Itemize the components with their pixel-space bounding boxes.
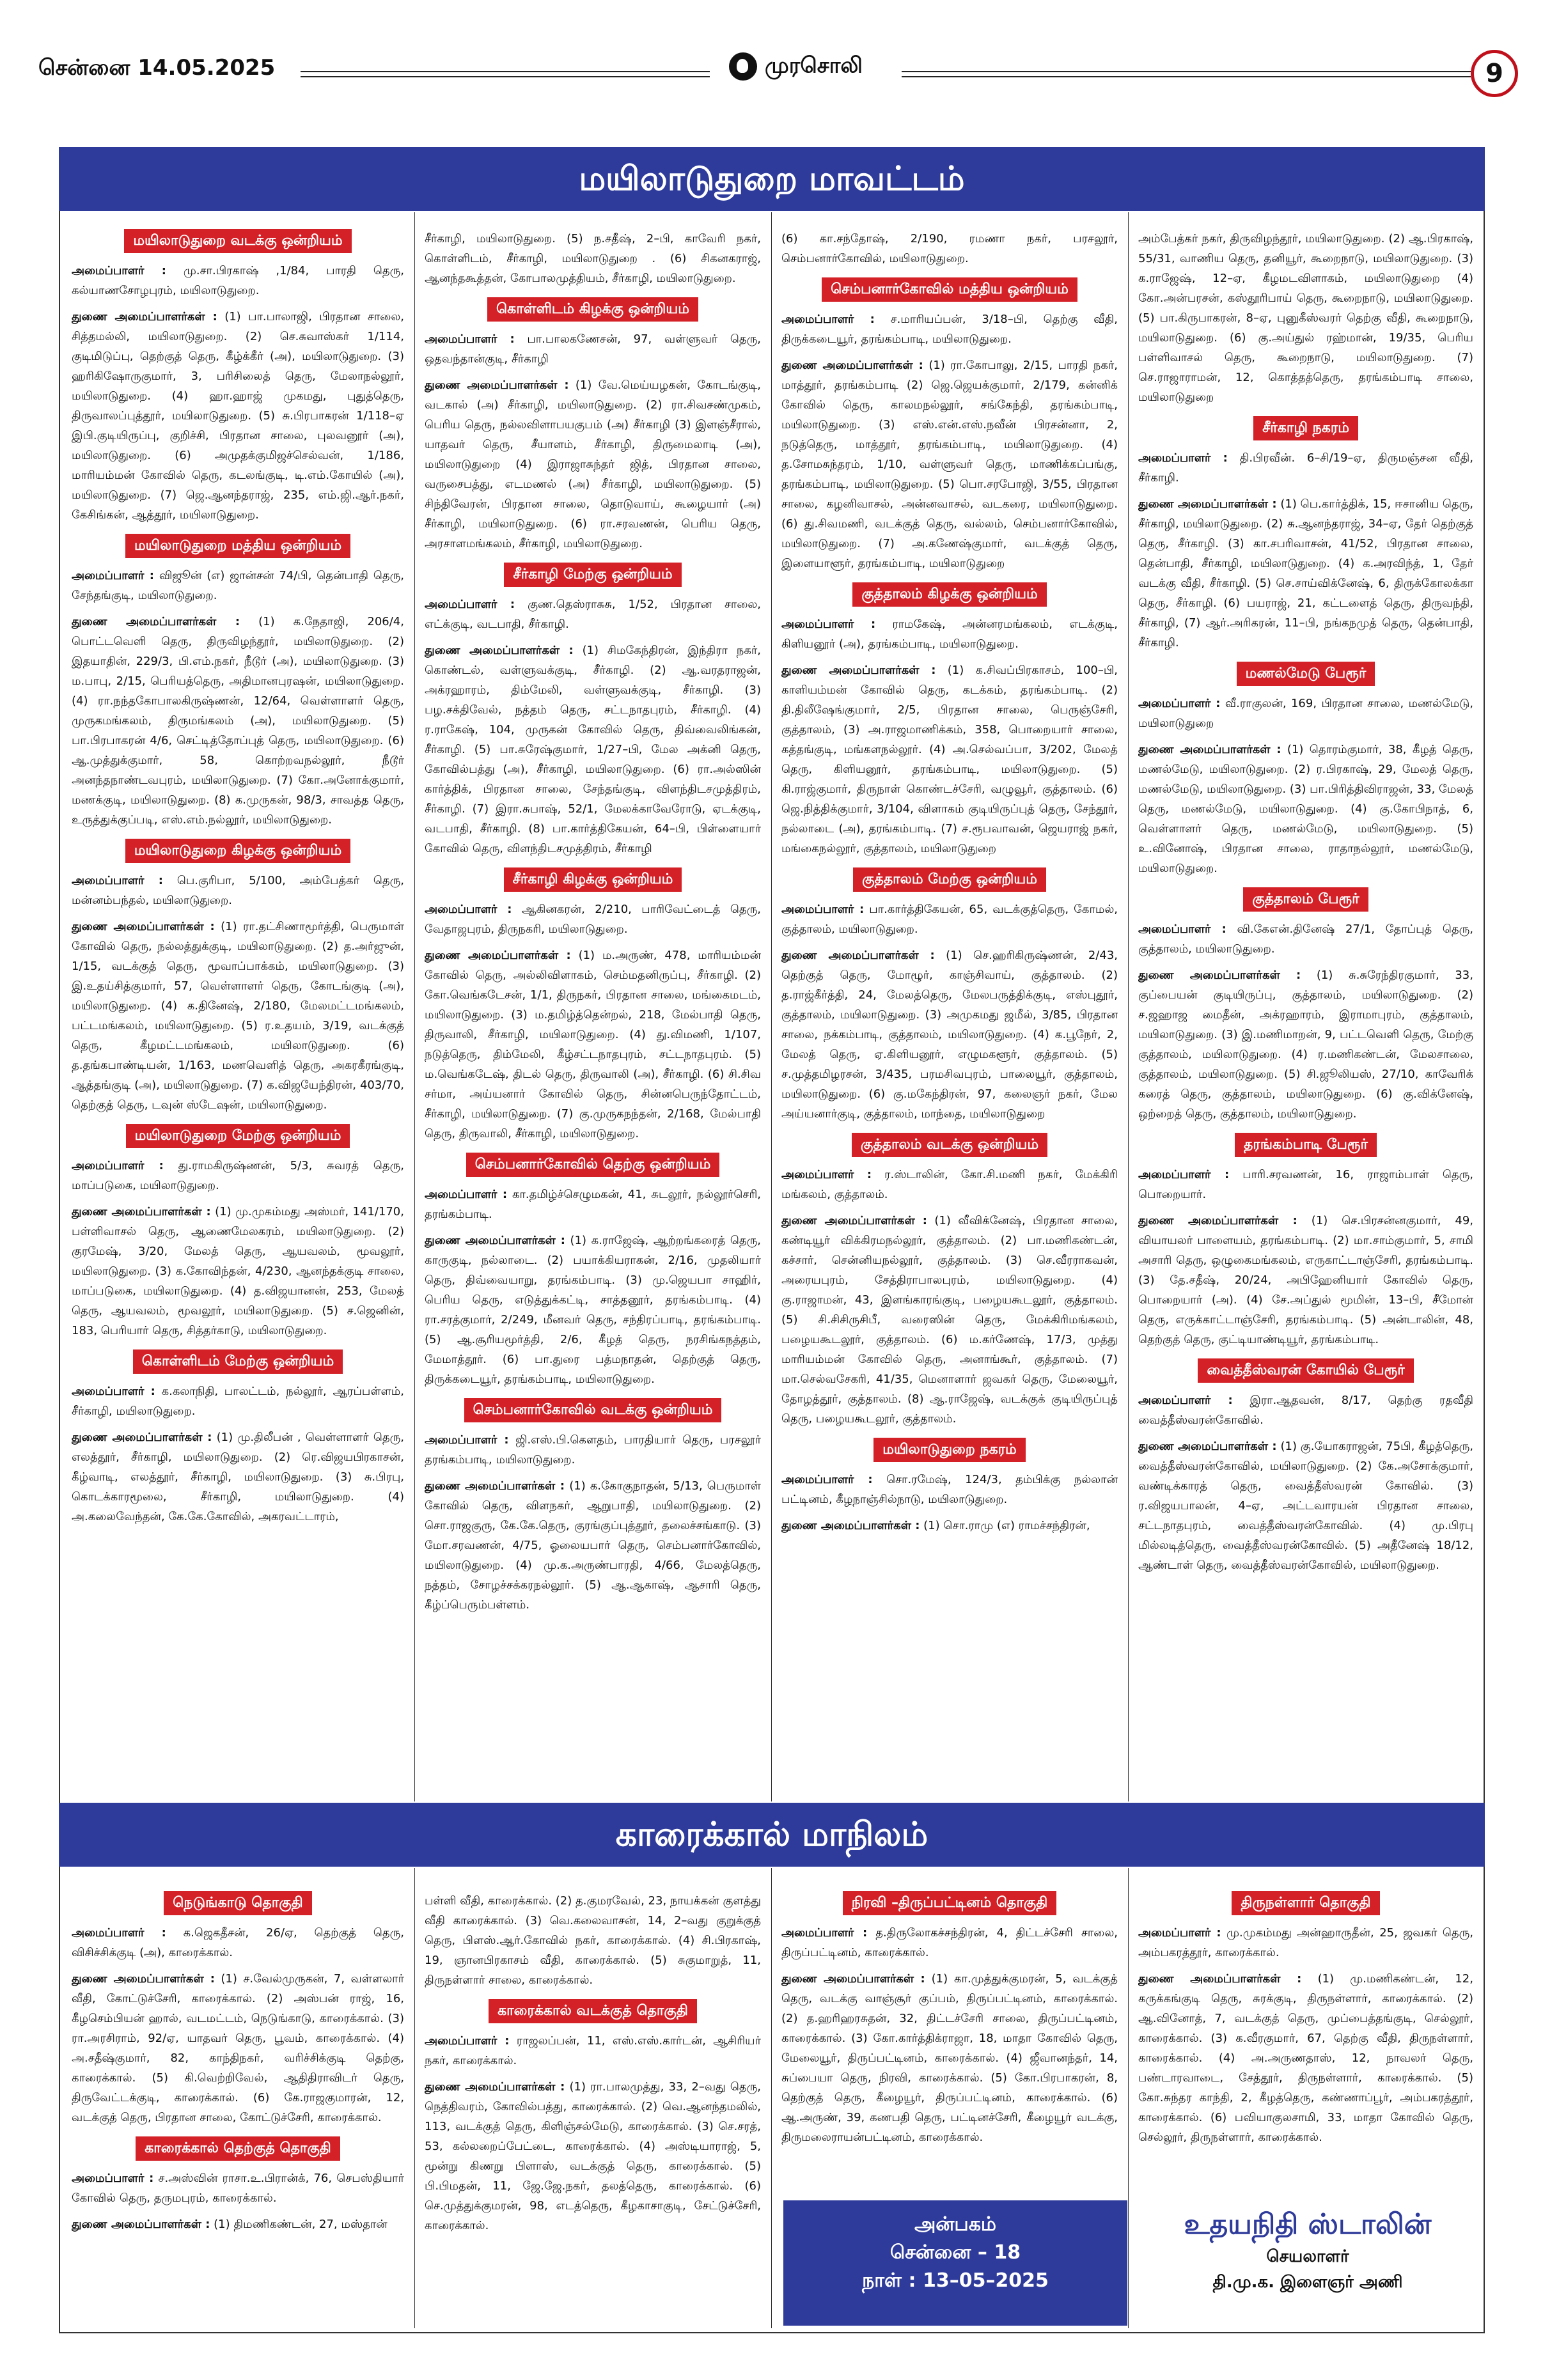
- role-label: துணை அமைப்பாளர்கள் :: [781, 664, 936, 677]
- address-line: சென்னை – 18: [889, 2241, 1021, 2264]
- address-line: அன்பகம்: [914, 2213, 997, 2236]
- role-label: அமைப்பாளர் :: [781, 618, 876, 631]
- member-paragraph: [425, 1476, 761, 1615]
- member-details: (1) ரா.பாலமுத்து, 33, 2–வது தெரு, நெத்திவரம், கோவில்பத்து, காரைக்கால். (2) வெ.ஆனந்தமலில், 113, வடக்குத் தெரு, கிளிஞ்சல்மேடு, காரைக்கால். (3) செ.சரத், 53, கல்லறைப்பேட்டை, காரைக்கால். (4) அஸ்டியாராஜ், 5, மூன்று கிணறு பிளாஸ், வடக்குத் தெரு, காரைக்கால். (5) பி.பிமதன், 11, ஜே.ஜே.நகர், தலத்தெரு, காரைக்கால். (6) செ.முத்துக்குமரன், 98, எடத்தெரு, கீழகாசாகுடி, சேட்டுச்சேரி, காரைக்கால்.: [425, 2080, 761, 2232]
- column-divider: [1128, 1868, 1129, 2328]
- role-label: அமைப்பாளர் :: [72, 1159, 164, 1172]
- member-paragraph: [425, 595, 761, 634]
- section-heading: கொள்ளிடம் கிழக்கு ஒன்றியம்: [487, 297, 698, 322]
- member-details: (1) பா.பாலாஜி, பிரதான சாலை, சித்தமல்லி, மயிலாடுதுறை. (2) செ.சுவாஸ்கர் 1/114, குடிமிடுப்பு, தெற்குத் தெரு, கீழ்க்கீர் (அ), மயிலாடுதுறை. (3) ஹரிகிஷோருகுமார், 3, பரிசிலைத் தெரு, மேலாநல்லூர், மயிலாடுதுறை. (4) ஹா.ஹாஜ் முகமது, புதுத்தெரு, திருவாலப்புத்தூர், மயிலாடுதுறை. (5) சு.பிரபாகரன் 1/118–ஏ இபி.குடியிருப்பு, குறிச்சி, பிரதான சாலை, புலவனூர் (அ), மயிலாடுதுறை. (6) அமுதக்குமிஜச்செல்வன், 1/186, மாரியம்மன் கோவில் தெரு, கடலங்குடி, டி.எம்.கோயில் (அ), மயிலாடுதுறை. (7) ஜெ.ஆனந்தராஜ், 235, எம்.ஜி.ஆர்.நகர், கேசிங்கன், ஆத்தூர், மயிலாடுதுறை.: [72, 310, 404, 522]
- section-heading: மயிலாடுதுறை மேற்கு ஒன்றியம்: [126, 1124, 350, 1148]
- role-label: துணை அமைப்பாளர்கள் :: [781, 949, 935, 962]
- member-paragraph: [72, 2168, 404, 2208]
- member-paragraph: [425, 1231, 761, 1389]
- role-label: அமைப்பாளர் :: [425, 2034, 510, 2048]
- role-label: துணை அமைப்பாளர்கள் :: [781, 359, 923, 372]
- member-paragraph: [72, 261, 404, 300]
- member-details: மு.முகம்மது அன்ஹாருதீன், 25, ஜவகர் தெரு, அம்பகரத்தூர், காரைக்கால்.: [1138, 1926, 1473, 1959]
- member-paragraph: [1138, 1165, 1473, 1204]
- committee-section: [781, 1133, 1118, 1429]
- member-paragraph: [781, 229, 1118, 268]
- member-paragraph: [781, 945, 1118, 1124]
- column-divider: [414, 212, 415, 1801]
- committee-section: [425, 1891, 761, 1990]
- committee-section: [781, 229, 1118, 268]
- committee-section: [781, 582, 1118, 859]
- section-heading: கொள்ளிடம் மேற்கு ஒன்றியம்: [133, 1349, 343, 1374]
- newspaper-title: முரசொலி: [765, 52, 863, 79]
- date-line: நாள் : 13–05–2025: [862, 2269, 1049, 2292]
- column-divider: [771, 212, 772, 1801]
- committee-section: [425, 1999, 761, 2236]
- article-column: [425, 229, 761, 1795]
- column-divider: [771, 1868, 772, 2328]
- column-divider: [1128, 212, 1129, 1801]
- committee-section: [72, 534, 404, 830]
- committee-section: [1138, 416, 1473, 653]
- member-paragraph: [781, 1211, 1118, 1429]
- member-paragraph: [781, 309, 1118, 349]
- member-details: (1) ரா.கோபாலு, 2/15, பாரதி நகர், மாத்தூர், தரங்கம்பாடி (2) ஜெ.ஜெயக்குமார், 2/179, கன்னிக் கோவில் தெரு, காலமநல்லூர், சங்கேந்தி, தரங்கம்பாடி, மயிலாடுதுறை. (3) எஸ்.என்.எஸ்.நவீன் பிரசன்னா, 2, நடுத்தெரு, மாத்தூர், தரங்கம்பாடி, மயிலாடுதுறை. (4) த.சோமசுந்தரம், 1/10, வள்ளுவர் தெரு, மாணிக்கப்பங்கு, தரங்கம்பாடி, மயிலாடுதுறை. (5) பொ.சரபோஜி, 3/55, பிரதான சாலை, கழனிவாசல், அன்னவாசல், வடகரை, மயிலாடுதுறை. (6) து.சிவமணி, வடக்குத் தெரு, வல்லம், செம்பனார்கோவில், மயிலாடுதுறை. (7) அ.கணேஷ்குமார், வடக்குத் தெரு, இளையாளூர், தரங்கம்பாடி, மயிலாடுதுறை: [781, 359, 1118, 570]
- member-paragraph: [72, 2214, 404, 2234]
- committee-section: [425, 1398, 761, 1615]
- role-label: அமைப்பாளர் :: [72, 874, 163, 887]
- committee-section: [72, 1891, 404, 2127]
- section-heading: குத்தாலம் கிழக்கு ஒன்றியம்: [852, 582, 1046, 607]
- member-paragraph: [425, 2077, 761, 2236]
- role-label: அமைப்பாளர் :: [781, 1926, 868, 1940]
- section-heading: செம்பனார்கோவில் வடக்கு ஒன்றியம்: [464, 1398, 722, 1422]
- role-label: அமைப்பாளர் :: [425, 1188, 508, 1201]
- committee-section: [1138, 887, 1473, 1124]
- role-label: துணை அமைப்பாளர்கள் :: [425, 949, 571, 962]
- member-details: (1) மு.திலீபன் , வெள்ளாளர் தெரு, எலத்தூர், சீர்காழி, மயிலாடுதுறை. (2) ரெ.விஜயபிரகாசன், கீழ்வாடி, எலத்தூர், சீர்காழி, மயிலாடுதுறை. (3) சு.பிரபு, கொடக்காரமூலை, சீர்காழி, மயிலாடுதுறை. (4) அ.கலைவேந்தன், கே.கே.கோவில், அகரவட்டாரம்,: [72, 1431, 404, 1523]
- role-label: அமைப்பாளர் :: [781, 903, 865, 916]
- member-details: அம்பேத்கர் நகர், திருவிழந்தூர், மயிலாடுதுறை. (2) ஆ.பிரகாஷ், 55/31, வாணிய தெரு, தனியூர், கூறைநாடு, மயிலாடுதுறை. (3) க.ராஜேஷ், 12–ஏ, கீழமடவிளாகம், மயிலாடுதுறை (4) கோ.அன்பரசன், கஸ்தூரிபாய் தெரு, கூறைநாடு, மயிலாடுதுறை. (5) பா.கிருபாகரன், 8–ஏ, புனுகீஸ்வரர் தெற்கு வீதி, கூறைநாடு, மயிலாடுதுறை. (6) கு.அய்துல் ரஹ்மான், 19/35, பெரிய பள்ளிவாசல் தெரு, கூறைநாடு, மயிலாடுதுறை. (7) செ.ராஜாராமன், 12, கொத்தத்தெரு, தரங்கம்பாடி சாலை, மயிலாடுதுறை: [1138, 232, 1473, 404]
- role-label: துணை அமைப்பாளர்கள் :: [1138, 743, 1281, 756]
- section-heading: மயிலாடுதுறை மத்திய ஒன்றியம்: [125, 534, 350, 558]
- member-details: தி.பிரவீன். 6–சி/19–ஏ, திருமஞ்சன வீதி, சீர்காழி.: [1138, 451, 1473, 485]
- member-details: (1) மு.முகம்மது அஸ்மர், 141/170, பள்ளிவாசல் தெரு, ஆணைமேலகரம், மயிலாடுதுறை. (2) குரமேஷ், 3/20, மேலத் தெரு, ஆயவலம், மூவலூர், மயிலாடுதுறை. (3) க.கோவிந்தன், 4/230, ஆனந்தக்குடி சாலை, மாப்படுகை, மயிலாடுதுறை. (4) த.விஜயானன், 253, மேலத் தெரு, ஆயவலம், மூவலூர், மயிலாடுதுறை. (5) ச.ஜெனின், 183, பெரியார் தெரு, சித்தர்காடு, மயிலாடுதுறை.: [72, 1205, 404, 1337]
- role-label: அமைப்பாளர் :: [1138, 1168, 1230, 1181]
- role-label: துணை அமைப்பாளர்கள் :: [1138, 1972, 1302, 1986]
- committee-section: [1138, 662, 1473, 878]
- role-label: துணை அமைப்பாளர்கள் :: [1138, 968, 1301, 982]
- role-label: துணை அமைப்பாளர்கள் :: [781, 1519, 920, 1532]
- member-paragraph: [425, 329, 761, 369]
- member-details: (1) க.ராஜேஷ், ஆற்றங்கரைத் தெரு, காருகுடி, நல்லாடை. (2) பயாக்கியராகன், 2/16, முதலியார் தெரு, திவ்வையாறு, தரங்கம்பாடி. (3) மு.ஜெயபா சாஹிர், பெரிய தெரு, எடுத்துக்கட்டி, சாத்தனூர், தரங்கம்பாடி. (4) ரா.சரத்குமார், 2/249, மீனவர் தெரு, சந்திரப்பாடி, தரங்கம்பாடி. (5) ஆ.சூரியமூர்த்தி, 2/6, கீழத் தெரு, நரசிங்கநத்தம், மேமாத்தூர். (6) பா.துரை பத்மநாதன், தெற்குத் தெரு, திருக்கடையூர், தரங்கம்பாடி, மயிலாடுதுறை.: [425, 1234, 761, 1386]
- member-details: பாரி.சரவணன், 16, ராஜாம்பாள் தெரு, பொறையார்.: [1138, 1168, 1473, 1201]
- committee-section: [72, 229, 404, 525]
- member-paragraph: [425, 1891, 761, 1990]
- member-details: ராமகேஷ், அன்னரமங்கலம், எடக்குடி, கிளியனூர் (அ), தரங்கம்பாடி, மயிலாடுதுறை.: [781, 618, 1118, 651]
- role-label: அமைப்பாளர் :: [1138, 1394, 1233, 1407]
- member-details: (1) கா.முத்துக்குமரன், 5, வடக்குத் தெரு, வடக்கு வாஞ்சூர் குப்பம், திருப்பட்டினம், காரைக்கால். (2) த.ஹரிஹரசுதன், 32, திட்டச்சேரி சாலை, திருப்பட்டினம், காரைக்கால். (3) கோ.கார்த்திக்ராஜா, 18, மாதா கோவில் தெரு, மேலையூர், திருப்பட்டினம், காரைக்கால். (4) ஜீவானந்தர், 14, சுப்பையா தெரு, நிரவி, காரைக்கால். (5) கோ.பிரபாகரன், 8, தெற்குத் தெரு, கீழையூர், திருப்பட்டினம், காரைக்கால். (6) ஆ.அருண், 39, கணபதி தெரு, பட்டினச்சேரி, கீழையூர் வடக்கு, திருமலைராயன்பட்டினம், காரைக்கால்.: [781, 1972, 1118, 2144]
- member-details: (1) சொ.ராமு (எ) ராமச்சந்திரன்,: [923, 1519, 1090, 1532]
- member-paragraph: [72, 1427, 404, 1527]
- member-paragraph: [72, 1156, 404, 1195]
- member-details: (1) தொரம்குமார், 38, கீழத் தெரு, மணல்மேடு, மயிலாடுதுறை. (2) ர.பிரகாஷ், 29, மேலத் தெரு, மணல்மேடு, மயிலாடுதுறை. (3) பா.பிரித்திவிராஜன், 33, மேலத் தெரு, மணல்மேடு, மயிலாடுதுறை. (4) கு.கோபிநாத், 6, வெள்ளாளர் தெரு, மணல்மேடு, மயிலாடுதுறை. (5) உ.வினோஷ், பிரதான சாலை, ராதாநல்லூர், மணல்மேடு, மயிலாடுதுறை.: [1138, 743, 1473, 875]
- member-details: து.ராமகிருஷ்ணன், 5/3, சுவரத் தெரு, மாப்படுகை, மயிலாடுதுறை.: [72, 1159, 404, 1192]
- member-paragraph: [781, 1516, 1118, 1536]
- committee-section: [425, 1153, 761, 1389]
- member-details: (1) செ.ஹரிகிருஷ்ணன், 2/43, தெற்குத் தெரு, மோழூர், காஞ்சிவாய், குத்தாலம். (2) த.ராஜ்கீர்த்தி, 24, மேலத்தெரு, மேலபருத்திக்குடி, எஸ்புதூர், குத்தாலம், மயிலாடுதுறை. (3) அமுகமது ஜமீல், 3/85, பிரதான சாலை, நக்கம்பாடி, குத்தாலம், மயிலாடுதுறை. (4) க.பூநேர், 2, மேலத் தெரு, ஏ.கிளியனூர், எழுமகளூர், குத்தாலம். (5) ச.முத்தமிழரசன், 3/435, பரமசிவபுரம், பாலையூர், குத்தாலம், மயிலாடுதுறை. (6) கு.மகேந்திரன், 97, கலைஞர் நகர், மேல அய்யனார்குடி, குத்தாலம், மாந்தை, மயிலாடுதுறை: [781, 949, 1118, 1121]
- member-paragraph: [1138, 1436, 1473, 1575]
- member-paragraph: [781, 1470, 1118, 1509]
- member-details: ர.ஸ்டாலின், கோ.சி.மணி நகர், மேக்கிரி மங்கலம், குத்தாலம்.: [781, 1168, 1118, 1201]
- member-details: (1) க.கோகுநாதன், 5/13, பெருமாள் கோவில் தெரு, விளநகர், ஆறுபாதி, மயிலாடுதுறை. (2) சொ.ராஜகுரு, கே.கே.தெரு, குரங்குப்புத்தூர், தலைச்சங்காடு. (3) மோ.சரவணன், 4/75, ஓலையபார் தெரு, செம்பனார்கோவில், மயிலாடுதுறை. (4) மு.க.அருண்பாரதி, 4/66, மேலத்தெரு, நத்தம், சோழச்சக்கரநல்லூர். (5) ஆ.ஆகாஷ், ஆசாரி தெரு, கீழ்ப்பெரும்பள்ளம்.: [425, 1479, 761, 1612]
- member-details: (1) க.நேதாஜி, 206/4, பொட்டவெளி தெரு, திருவிழந்தூர், மயிலாடுதுறை. (2) இதயாதின், 229/3, பி.எம்.நகர், நீடூர் (அ), மயிலாடுதுறை. (3) ம.பாபு, 2/15, பெரியத்தெரு, அதிமானபுரஷன், மயிலாடுதுறை. (4) ரா.நந்தகோபாலகிருஷ்ணன், 12/64, வெள்ளாளர் தெரு, முருகமங்கலம், திருமங்கலம் (அ), மயிலாடுதுறை. (5) பா.பிரபாகரன் 4/6, செட்டித்தோப்புத் தெரு, மயிலாடுதுறை. (6) ஆ.முத்துக்குமார், 58, கொற்றவநல்லூர், நீடூர் அனந்தநாண்டவபுரம், மயிலாடுதுறை. (7) கோ.அனோக்குமார், மணக்குடி, மயிலாடுதுறை. (8) க.முருகன், 98/3, சாவத்த தெரு, உருத்துக்குப்படி, எஸ்.எம்.நல்லூர், மயிலாடுதுறை.: [72, 615, 404, 827]
- role-label: அமைப்பாளர் :: [72, 569, 154, 582]
- section-heading: நெடுங்காடு தொகுதி: [164, 1891, 311, 1915]
- role-label: துணை அமைப்பாளர்கள் :: [1138, 497, 1277, 511]
- signatory-name: உதயநிதி ஸ்டாலின்: [1184, 2208, 1432, 2241]
- member-details: (1) திமணிகண்டன், 27, மஸ்தான்: [214, 2218, 388, 2231]
- committee-section: [72, 2136, 404, 2234]
- member-paragraph: [72, 612, 404, 830]
- member-details: (1) வீவிக்னேஷ், பிரதான சாலை, கண்டியூர் விக்கிரமநல்லூர், குத்தாலம். (2) பா.மணிகண்டன், கச்சார், சென்னியநல்லூர், குத்தாலம். (3) செ.வீரராகவன், அரையபுரம், சேத்திராபாலபுரம், மயிலாடுதுறை. (4) கு.ராஜாமன், 43, இளங்காரங்குடி, பழையகூடலூர், குத்தாலம். (5) சி.சிசிருசிபீ, வரைஸின் தெரு, மேக்கிரிமங்கலம், பழையகூடலூர், குத்தாலம். (6) ம.கர்ணேஷ், 17/3, முத்து மாரியம்மன் கோவில் தெரு, அனாங்கூர், குத்தாலம். (7) மா.செல்வசேகரி, 41/35, மெனாளார் ஜவகர் தெரு, மேலையூர், தோழத்தூர், குத்தாலம். (8) ஆ.ராஜேஷ், வடக்குக் குடியிருப்புத் தெரு, பழையகூடலூர், குத்தாலம்.: [781, 1214, 1118, 1426]
- role-label: அமைப்பாளர் :: [781, 313, 875, 326]
- section-heading: சீர்காழி மேற்கு ஒன்றியம்: [504, 563, 681, 587]
- member-details: சொ.ரமேஷ், 124/3, தம்பிக்கு நல்லான் பட்டினம், கீழநாஞ்சில்நாடு, மயிலாடுதுறை.: [781, 1473, 1118, 1506]
- role-label: அமைப்பாளர் :: [72, 1385, 155, 1398]
- committee-section: [72, 1124, 404, 1341]
- role-label: துணை அமைப்பாளர்கள் :: [1138, 1440, 1277, 1453]
- role-label: அமைப்பாளர் :: [425, 1433, 509, 1447]
- member-details: (1) ம.அருண், 478, மாரியம்மன் கோவில் தெரு, அல்லிவிளாகம், செம்மதனிருப்பு, சீர்காழி. (2) கோ.வெங்கடேசன், 1/1, திருநகர், பிரதான சாலை, மங்கைமடம், மயிலாடுதுறை. (3) ம.தமிழ்த்தென்றல், 218, மேல்பாதி தெரு, திருவாலி, சீர்காழி, மயிலாடுதுறை. (4) து.விமணி, 1/107, நடுத்தெரு, திம்மேலி, கீழ்சட்டநாதபுரம், சட்டநாதபுரம். (5) ம.வெங்கடேஷ், திடல் தெரு, திருவாலி (அ), சீர்காழி. (6) சி.சிவ சர்மா, அய்யனார் கோவில் தெரு, சின்னபெருந்தோட்டம், சீர்காழி, மயிலாடுதுறை. (7) கு.முருகநந்தன், 2/168, மேல்பாதி தெரு, திருவாலி, சீர்காழி, மயிலாடுதுறை.: [425, 949, 761, 1140]
- section-heading: சீர்காழி கிழக்கு ஒன்றியம்: [504, 867, 682, 892]
- member-paragraph: [72, 566, 404, 605]
- committee-section: [781, 1438, 1118, 1536]
- role-label: அமைப்பாளர் :: [1138, 1926, 1221, 1940]
- section-heading: திருநள்ளார் தொகுதி: [1232, 1891, 1379, 1915]
- member-details: க.கலாநிதி, பாலட்டம், நல்லூர், ஆரப்பள்ளம், சீர்காழி, மயிலாடுதுறை.: [72, 1385, 404, 1418]
- member-details: (1) ரா.தட்சிணாமூர்த்தி, பெருமாள் கோவில் தெரு, நல்லத்துக்குடி, மயிலாடுதுறை. (2) த.அர்ஜுன், 1/15, வடக்குத் தெரு, மூவாப்பாக்கம், மயிலாடுதுறை. (3) இ.உதய்சித்குமார், 57, வெள்ளாளர் தெரு, கோடங்குடி (அ), மயிலாடுதுறை. (4) க.தினேஷ், 2/180, மேலமட்டமங்கலம், பட்டமங்கலம், மயிலாடுதுறை. (5) ர.உதயம், 3/19, வடக்குத் தெரு, கீழமட்டமங்கலம், மயிலாடுதுறை. (6) த.தங்கபாண்டியன், 1/163, மணவெளித் தெரு, அகரகீரங்குடி, ஆத்தங்குடி (அ), மயிலாடுதுறை. (7) க.விஜயேந்திரன், 403/70, தெற்குத் தெரு, டவுன் ஸ்டேஷன், மயிலாடுதுறை.: [72, 920, 404, 1112]
- member-paragraph: [781, 355, 1118, 573]
- member-details: (1) பெ.கார்த்திக், 15, ஈசானிய தெரு, சீர்காழி, மயிலாடுதுறை. (2) சு.ஆனந்தராஜ், 34–ஏ, தேர் தெற்குத் தெரு, சீர்காழி. (3) கா.சபரிவாசன், 41/52, பிரதான சாலை, தென்பாதி, சீர்காழி, மயிலாடுதுறை. (4) க.அரவிந்த், 1, தேர் வடக்கு வீதி, சீர்காழி. (5) செ.சாய்விக்னேஷ், 6, திருக்கோலக்கா தெரு, சீர்காழி. (6) பயராஜ், 21, கட்டளைத் தெரு, திருவந்தி, சீர்காழி, (7) ஆர்.அரிகரன், 11–பி, நங்கநமுத் தெரு, தென்பாதி, சீர்காழி.: [1138, 497, 1473, 649]
- column-divider: [414, 1868, 415, 2328]
- committee-section: [425, 297, 761, 554]
- member-paragraph: [781, 899, 1118, 939]
- section-heading: மயிலாடுதுறை கிழக்கு ஒன்றியம்: [125, 839, 350, 863]
- role-label: அமைப்பாளர் :: [72, 1926, 166, 1940]
- article-column: [781, 229, 1118, 1795]
- role-label: துணை அமைப்பாளர்கள் :: [72, 1205, 211, 1218]
- role-label: துணை அமைப்பாளர்கள் :: [425, 1234, 566, 1247]
- member-details: (6) கா.சந்தோஷ், 2/190, ரமணா நகர், பரசலூர், செம்பனார்கோவில், மயிலாடுதுறை.: [781, 232, 1118, 265]
- article-column: [781, 1891, 1118, 2191]
- section-heading: குத்தாலம் பேரூர்: [1243, 887, 1368, 912]
- committee-section: [72, 839, 404, 1115]
- member-paragraph: [1138, 1211, 1473, 1349]
- rooster-logo-icon: [729, 52, 757, 81]
- member-details: கா.தமிழ்ச்செழுமகன், 41, சுடலூர், நல்லூர்செரி, தரங்கம்பாடி.: [425, 1188, 761, 1221]
- section-heading: செம்பனார்கோவில் தெற்கு ஒன்றியம்: [466, 1153, 720, 1177]
- committee-section: [781, 867, 1118, 1124]
- section-heading: மயிலாடுதுறை நகரம்: [873, 1438, 1025, 1462]
- member-paragraph: [1138, 694, 1473, 733]
- member-details: (1) கு.யோகராஜன், 75பி, கீழத்தெரு, வைத்தீஸ்வரன்கோவில், மயிலாடுதுறை. (2) கே.அசோக்குமார், வண்டிக்காரத் தெரு, வைத்தீஸ்வரன் கோவில். (3) ர.விஜயபாலன், 4–ஏ, அட்டவாரயன் பிரதான சாலை, சட்டநாதபுரம், வைத்தீஸ்வரன்கோவில். (4) மு.பிரபு மில்லடித்தெரு, வைத்தீஸ்வரன்கோவில். (5) அதீனேஷ் 18/12, ஆண்டாள் தெரு, வைத்தீஸ்வரன்கோவில், மயிலாடுதுறை.: [1138, 1440, 1473, 1572]
- member-details: த.திருலோகச்சந்திரன், 4, திட்டச்சேரி சாலை, திருப்பட்டினம், காரைக்கால்.: [781, 1926, 1118, 1959]
- member-paragraph: [1138, 494, 1473, 653]
- committee-section: [1138, 1891, 1473, 2147]
- article-column: [425, 1891, 761, 2328]
- section-heading: காரைக்கால் வடக்குத் தொகுதி: [489, 1999, 697, 2023]
- member-paragraph: [1138, 919, 1473, 959]
- member-details: ச.அஸ்வின் ராசா.உ.பிரான்க், 76, செபஸ்தியார் கோவில் தெரு, தருமபுரம், காரைக்கால்.: [72, 2172, 404, 2205]
- committee-section: [425, 867, 761, 1144]
- member-details: (1) வே.மெய்யழகன், கோடங்குடி, வடகால் (அ) சீர்காழி, மயிலாடுதுறை. (2) ரா.சிவசண்முகம், பெரிய தெரு, நல்லவிளாபயகுபம் (அ) சீர்காழி (3) இளஞ்சீரால், யாதவர் தெரு, சீயாளம், சீர்காழி, திருமைலாடி (அ), மயிலாடுதுறை (4) இராஜாசுந்தர் ஜித், பிரதான சாலை, வருசைபத்து, எடமணல் (அ) சீர்காழி, மயிலாடுதுறை. (5) சிந்திவேரன், பிரதான சாலை, தொடுவாய், கூழையார் (அ) சீர்காழி, மயிலாடுதுறை. (6) ரா.சரவணன், பெரிய தெரு, அரசாளமங்கலம், சீர்காழி, மயிலாடுதுறை.: [425, 378, 761, 550]
- section-heading: தரங்கம்பாடி பேரூர்: [1235, 1133, 1377, 1157]
- page-number: 9: [1471, 50, 1518, 97]
- article-column: [72, 229, 404, 1795]
- member-details: ஜி.எஸ்.பி.கௌதம், பாரதியார் தெரு, பரசலூர் தரங்கம்பாடி, மயிலாடுதுறை.: [425, 1433, 761, 1466]
- role-label: துணை அமைப்பாளர்கள் :: [72, 2218, 210, 2231]
- member-paragraph: [425, 229, 761, 288]
- member-paragraph: [72, 1923, 404, 1963]
- member-details: (1) மு.மணிகண்டன், 12, கருக்கங்குடி தெரு, சுரக்குடி, திருநள்ளார், காரைக்கால். (2) ஆ.வினோத், 7, வடக்குத் தெரு, முப்பைத்தங்குடி, செல்லூர், காரைக்கால். (3) க.வீரகுமார், 67, தெற்கு வீதி, திருநள்ளார், காரைக்கால். (4) அ.அருணதாஸ், 12, நாவலர் தெரு, பண்டாரவாடை, சேத்தூர், திருநள்ளார், காரைக்கால். (5) கோ.சுந்தர காந்தி, 2, கீழத்தெரு, கண்ணாப்பூர், அம்பகரத்தூர், காரைக்கால். (6) பவியாகுலசாமி, 33, மாதா கோவில் தெரு, செல்லூர், திருநள்ளார், காரைக்கால்.: [1138, 1972, 1473, 2144]
- member-details: வீ.ராகுலன், 169, பிரதான சாலை, மணல்மேடு, மயிலாடுதுறை: [1138, 697, 1473, 730]
- member-details: (1) ச.வேல்முருகன், 7, வள்ளலார் வீதி, கோட்டுச்சேரி, காரைக்கால். (2) அஸ்பன் ராஜ், 16, கீழசெம்பியன் ஹால், வடமட்டம், நெடுங்காடு, காரைக்கால். (3) ரா.அரசிராம், 92/ஏ, யாதவர் தெரு, பூவம், காரைக்கால். (4) அ.சதீஷ்குமார், 82, காந்திநகர், வரிச்சிக்குடி தெற்கு, காரைக்கால். (5) கி.வெற்றிவேல், ஆதிதிராவிடர் தெரு, திருவேட்டக்குடி, காரைக்கால். (6) கே.ராஜகுமாரன், 12, வடக்குத் தெரு, பிரதான சாலை, கோட்டுச்சேரி, காரைக்கால்.: [72, 1972, 404, 2124]
- member-paragraph: [781, 660, 1118, 859]
- member-details: (1) செ.பிரசன்னகுமார், 49, வியாயலர் பாளையம், தரங்கம்பாடி. (2) மா.சாம்குமார், 5, சாமி அசாரி தெரு, ஒழுகைமங்கலம், எருகாட்டாஞ்சேரி, தரங்கம்பாடி. (3) தே.சதீஷ், 20/24, அபிஹேனியார் கோவில் தெரு, பொறையார் (அ). (4) சே.அப்துல் மூமின், 13–பி, சீமோன் தெரு, எருக்காட்டாஞ்சேரி, தரங்கம்பாடி. (5) அன்டாலின், 48, தெற்குத் தெரு, குட்டியாண்டியூர், தரங்கம்பாடி.: [1138, 1214, 1473, 1346]
- role-label: அமைப்பாளர் :: [1138, 922, 1226, 936]
- role-label: துணை அமைப்பாளர்கள் :: [72, 615, 240, 628]
- committee-section: [781, 1891, 1118, 2147]
- role-label: அமைப்பாளர் :: [781, 1168, 872, 1181]
- committee-section: [425, 229, 761, 288]
- member-paragraph: [425, 1430, 761, 1470]
- member-details: ச.மாரியப்பன், 3/18–பி, தெற்கு வீதி, திருக்கடையூர், தரங்கம்பாடி, மயிலாடுதுறை.: [781, 313, 1118, 346]
- role-label: துணை அமைப்பாளர்கள் :: [425, 644, 574, 657]
- member-paragraph: [1138, 448, 1473, 488]
- member-details: பா.பாலகணேசன், 97, வள்ளுவர் தெரு, ஒதவந்தான்குடி, சீர்காழி: [425, 332, 761, 366]
- member-paragraph: [72, 1381, 404, 1421]
- member-paragraph: [781, 1165, 1118, 1204]
- section-heading: குத்தாலம் மேற்கு ஒன்றியம்: [853, 867, 1046, 892]
- signatory-title: செயலாளர்: [1266, 2247, 1349, 2266]
- signatory-org: தி.மு.க. இளைஞர் அணி: [1212, 2273, 1403, 2292]
- member-paragraph: [781, 614, 1118, 654]
- signature-block: [1141, 2205, 1474, 2295]
- committee-section: [781, 277, 1118, 573]
- member-details: பெ.குரிபா, 5/100, அம்பேத்கர் தெரு, மன்னம்பந்தல், மயிலாடுதுறை.: [72, 874, 404, 907]
- member-details: மு.சா.பிரகாஷ் ,1/84, பாரதி தெரு, கல்யாணசோழபுரம், மயிலாடுதுறை.: [72, 264, 404, 297]
- committee-section: [1138, 1358, 1473, 1575]
- committee-section: [425, 563, 761, 859]
- member-details: க.ஜெகதீசன், 26/ஏ, தெற்குத் தெரு, விசிச்சிக்குடி (அ), காரைக்கால்.: [72, 1926, 404, 1959]
- role-label: அமைப்பாளர் :: [425, 332, 515, 346]
- member-paragraph: [781, 1923, 1118, 1963]
- role-label: துணை அமைப்பாளர்கள் :: [72, 1972, 215, 1986]
- member-details: விஜூன் (எ) ஜான்சன் 74/பி, தென்பாதி தெரு, சேந்தங்குடி, மயிலாடுதுறை.: [72, 569, 404, 602]
- role-label: துணை அமைப்பாளர்கள் :: [72, 1431, 212, 1444]
- member-paragraph: [781, 1969, 1118, 2147]
- section-heading: காரைக்கால் தெற்குத் தொகுதி: [136, 2136, 340, 2161]
- member-details: பா.கார்த்திகேயன், 65, வடக்குத்தெரு, கோமல், குத்தாலம், மயிலாடுதுறை.: [781, 903, 1118, 936]
- member-paragraph: [425, 375, 761, 554]
- member-paragraph: [425, 899, 761, 939]
- district-banner: மயிலாடுதுறை மாவட்டம்: [59, 147, 1485, 211]
- member-paragraph: [425, 945, 761, 1144]
- member-paragraph: [72, 307, 404, 525]
- masthead-rule-right: [902, 71, 1471, 77]
- article-column: [1138, 1891, 1473, 2191]
- member-paragraph: [1138, 740, 1473, 878]
- member-paragraph: [425, 641, 761, 859]
- masthead: [38, 50, 1509, 101]
- article-column: [1138, 229, 1473, 1795]
- member-details: வி.கேஎன்.தினேஷ் 27/1, தோப்புத் தெரு, குத்தாலம், மயிலாடுதுறை.: [1138, 922, 1473, 956]
- role-label: அமைப்பாளர் :: [72, 2172, 154, 2185]
- committee-section: [1138, 229, 1473, 407]
- section-heading: சீர்காழி நகரம்: [1253, 416, 1358, 440]
- role-label: துணை அமைப்பாளர்கள் :: [425, 378, 569, 392]
- member-paragraph: [1138, 965, 1473, 1124]
- committee-section: [72, 1349, 404, 1527]
- role-label: அமைப்பாளர் :: [425, 903, 512, 916]
- region-banner: காரைக்கால் மாநிலம்: [59, 1803, 1485, 1867]
- member-paragraph: [1138, 229, 1473, 407]
- section-heading: மயிலாடுதுறை வடக்கு ஒன்றியம்: [124, 229, 351, 253]
- member-details: ராஜலப்பன், 11, எஸ்.எஸ்.கார்டன், ஆசிரியர் நகர், காரைக்கால்.: [425, 2034, 761, 2067]
- role-label: அமைப்பாளர் :: [781, 1473, 873, 1486]
- role-label: அமைப்பாளர் :: [1138, 451, 1228, 465]
- newspaper-name: [729, 52, 863, 81]
- member-paragraph: [1138, 1969, 1473, 2147]
- section-heading: குத்தாலம் வடக்கு ஒன்றியம்: [852, 1133, 1047, 1157]
- member-paragraph: [72, 1202, 404, 1341]
- member-paragraph: [425, 2031, 761, 2071]
- issue-date: சென்னை 14.05.2025: [38, 55, 276, 81]
- role-label: அமைப்பாளர் :: [425, 598, 515, 611]
- member-details: ஆகினகரன், 2/210, பாரிவேட்டைத் தெரு, வேதாஜபுரம், திருநகரி, மயிலாடுதுறை.: [425, 903, 761, 936]
- role-label: துணை அமைப்பாளர்கள் :: [425, 1479, 565, 1493]
- section-heading: வைத்தீஸ்வரன் கோயில் பேரூர்: [1198, 1358, 1413, 1383]
- role-label: துணை அமைப்பாளர்கள் :: [1138, 1214, 1297, 1227]
- member-details: (1) சிமகேந்திரன், இந்திரா நகர், கொண்டல், வள்ளுவக்குடி, சீர்காழி. (2) ஆ.வரதராஜன், அக்ரஹாரம், திம்மேலி, வள்ளுவக்குடி, சீர்காழி. (3) பழ.சக்திவேல், நத்தம் தெரு, சட்டநாதபுரம், சீர்காழி. (4) ர.ராகேஷ், 104, முருகன் கோவில் தெரு, திவ்வைலிங்கன், சீர்காழி. (5) பா.சுரேஷ்குமார், 1/27–பி, மேல அக்னி தெரு, கோவில்பத்து (அ), சீர்காழி, மயிலாடுதுறை. (6) ரா.அல்ஸின் கார்த்திக், பிரதான சாலை, சேந்தங்குடி, விளந்திடசமுத்திரம், சீர்காழி. (7) இரா.சுபாஷ், 52/1, மேலக்காவேரோடு, ஏடக்குடி, வடபாதி, சீர்காழி. (8) பா.கார்த்திகேயன், 64–பி, பிள்ளையார் கோவில் தெரு, விளந்திடசமுத்திரம், சீர்காழி: [425, 644, 761, 855]
- article-column: [72, 1891, 404, 2328]
- address-box: [783, 2200, 1127, 2326]
- member-details: இரா.ஆதவன், 8/17, தெற்கு ரதவீதி வைத்தீஸ்வரன்கோவில்.: [1138, 1394, 1473, 1427]
- member-details: சீர்காழி, மயிலாடுதுறை. (5) ந.சதீஷ், 2–பி, காவேரி நகர், கொள்ளிடம், சீர்காழி, மயிலாடுதுறை . (6) சிகனகராஜ், ஆனந்தகூத்தன், கோபாலமுத்தியம், சீர்காழி, மயிலாடுதுறை.: [425, 232, 761, 285]
- masthead-rule-left: [301, 71, 710, 77]
- member-paragraph: [72, 917, 404, 1115]
- member-details: (1) க.சிவப்பிரகாசம், 100–பி, காளியம்மன் கோவில் தெரு, கடக்கம், தரங்கம்பாடி. (2) தி.திலீஷேங்குமார், 2/5, பிரதான சாலை, பெருஞ்சேரி, குத்தாலம், (3) அ.ராஜமாணிக்கம், 358, பொறையார் சாலை, கத்தங்குடி, மங்களநல்லூர். (4) அ.செல்வப்பா, 3/202, மேலத் தெரு, கிளியனூர், தரங்கம்பாடி, மயிலாடுதுறை. (5) கி.ராஜ்குமார், திருநாள் கொண்டச்சேரி, வழுவூர், குத்தாலம். (6) ஜெ.நித்திக்குமார், 3/104, விளாகம் குடியிருப்புத் தெரு, சேந்தூர், நல்லாடை (அ), தரங்கம்பாடி. (7) ச.ரூபவாவன், ஜெயராஜ் நகர், மங்கைநல்லூர், குத்தாலம், மயிலாடுதுறை: [781, 664, 1118, 855]
- member-details: குண.தெஸ்ராசுசு, 1/52, பிரதான சாலை, எட்க்குடி, வடபாதி, சீர்காழி.: [425, 598, 761, 631]
- member-paragraph: [1138, 1923, 1473, 1963]
- member-paragraph: [72, 1969, 404, 2127]
- role-label: துணை அமைப்பாளர்கள் :: [781, 1972, 925, 1986]
- role-label: அமைப்பாளர் :: [72, 264, 166, 277]
- member-paragraph: [72, 871, 404, 910]
- role-label: துணை அமைப்பாளர்கள் :: [425, 2080, 565, 2094]
- section-heading: நிரவி –திருப்பட்டினம் தொகுதி: [843, 1891, 1057, 1915]
- member-paragraph: [1138, 1390, 1473, 1430]
- role-label: துணை அமைப்பாளர்கள் :: [781, 1214, 927, 1227]
- role-label: துணை அமைப்பாளர்கள் :: [72, 920, 215, 933]
- committee-section: [1138, 1133, 1473, 1349]
- member-details: பள்ளி வீதி, காரைக்கால். (2) த.குமரவேல், 23, நாயக்கன் குளத்து வீதி காரைக்கால். (3) வெ.கலைவாசன், 14, 2–வது குறுக்குத் தெரு, பிளஸ்.ஆர்.கோவில் நகர், காரைக்கால். (4) சி.பிரகாஷ், 19, ஞானபிரகாசம் வீதி, காரைக்கால். (5) சுகுமாறுத், 11, திருநள்ளார் சாலை, காரைக்கால்.: [425, 1894, 761, 1987]
- section-heading: செம்பனார்கோவில் மத்திய ஒன்றியம்: [822, 277, 1077, 302]
- member-paragraph: [425, 1185, 761, 1224]
- role-label: துணை அமைப்பாளர்கள் :: [72, 310, 217, 323]
- member-details: (1) சு.சுரேந்திரகுமார், 33, குப்பையன் குடியிருப்பு, குத்தாலம், மயிலாடுதுறை. (2) ச.ஜஹாஜ மைதீன், அக்ரஹாரம், இராமாபுரம், குத்தாலம், மயிலாடுதுறை. (3) இ.மணிமாறன், 9, பட்டவெளி தெரு, மேற்கு குத்தாலம், மயிலாடுதுறை. (4) ர.மணிகண்டன், மேலசாலை, குத்தாலம், மயிலாடுதுறை. (5) சி.ஜூலியஸ், 27/10, காவேரிக் கரைத் தெரு, குத்தாலம், மயிலாடுதுறை. (6) கு.விக்னேஷ், ஒற்றைத் தெரு, குத்தாலம், மயிலாடுதுறை.: [1138, 968, 1473, 1121]
- role-label: அமைப்பாளர் :: [1138, 697, 1221, 710]
- section-heading: மணல்மேடு பேரூர்: [1237, 662, 1375, 686]
